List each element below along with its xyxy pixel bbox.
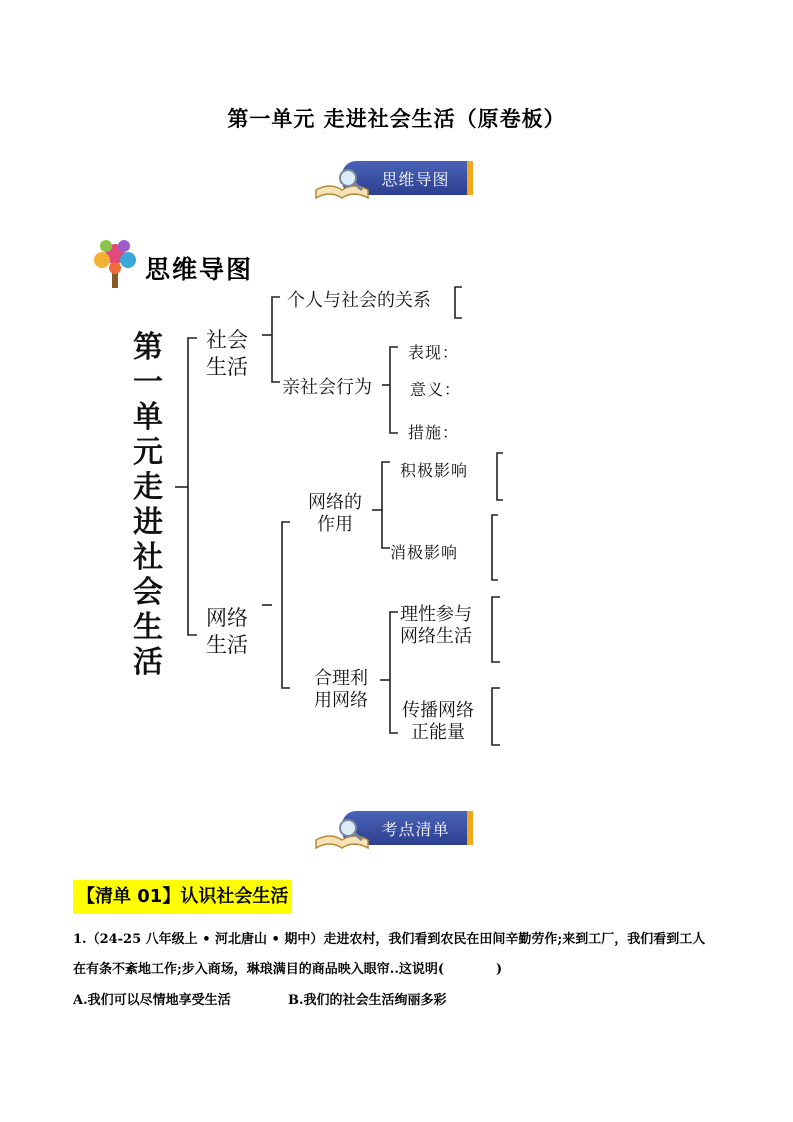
node-label: 网络生活	[400, 626, 472, 647]
option-b: B.我们的社会生活绚丽多彩	[288, 993, 447, 1008]
checklist-heading: 【清单 01】认识社会生活	[73, 880, 292, 914]
node-relation: 个人与社会的关系	[287, 290, 431, 311]
node-label: 生活	[206, 355, 248, 379]
node-cuoshi: 措施：	[408, 423, 460, 442]
node-label: 生活	[206, 633, 248, 657]
node-label: 用网络	[314, 690, 368, 711]
question-stem-line1: 1.（24-25 八年级上 • 河北唐山 • 期中）走进农村，我们看到农民在田间辛勤劳作;来到工厂，我们看到工人	[73, 932, 706, 947]
node-label: 网络的	[308, 492, 362, 513]
node-spread-positive	[398, 700, 478, 744]
section-banner-checklist	[312, 808, 472, 854]
banner-label: 考点清单	[381, 820, 450, 839]
node-negative-impact: 消极影响	[390, 543, 459, 562]
question-stem-line2: 在有条不紊地工作;步入商场，琳琅满目的商品映入眼帘..这说明( )	[73, 962, 503, 977]
option-a: A.我们可以尽情地享受生活	[73, 993, 231, 1008]
node-biaoxian: 表现：	[408, 343, 460, 362]
mindmap-heading: 思维导图	[145, 255, 254, 284]
node-network-life	[206, 605, 248, 659]
node-label: 传播网络	[402, 700, 474, 721]
node-network-role	[302, 492, 368, 536]
node-label: 作用	[317, 514, 353, 535]
node-label: 合理利	[314, 668, 368, 689]
node-yiyi: 意义：	[410, 380, 462, 399]
node-label: 理性参与	[400, 604, 472, 625]
node-positive-impact: 积极影响	[400, 461, 469, 480]
page-title: 第一单元 走进社会生活（原卷板）	[227, 107, 566, 131]
node-social-life	[206, 327, 248, 381]
node-label: 网络	[206, 606, 248, 630]
node-rational-participation	[396, 604, 476, 648]
banner-label: 思维导图	[381, 170, 450, 189]
book-magnifier-icon	[312, 818, 372, 854]
node-rational-use	[306, 668, 376, 712]
node-label: 社会	[206, 328, 248, 352]
mindmap-root: 第一单元走进社会生活	[133, 330, 163, 680]
node-label: 正能量	[411, 722, 465, 743]
node-prosocial: 亲社会行为	[282, 377, 372, 398]
